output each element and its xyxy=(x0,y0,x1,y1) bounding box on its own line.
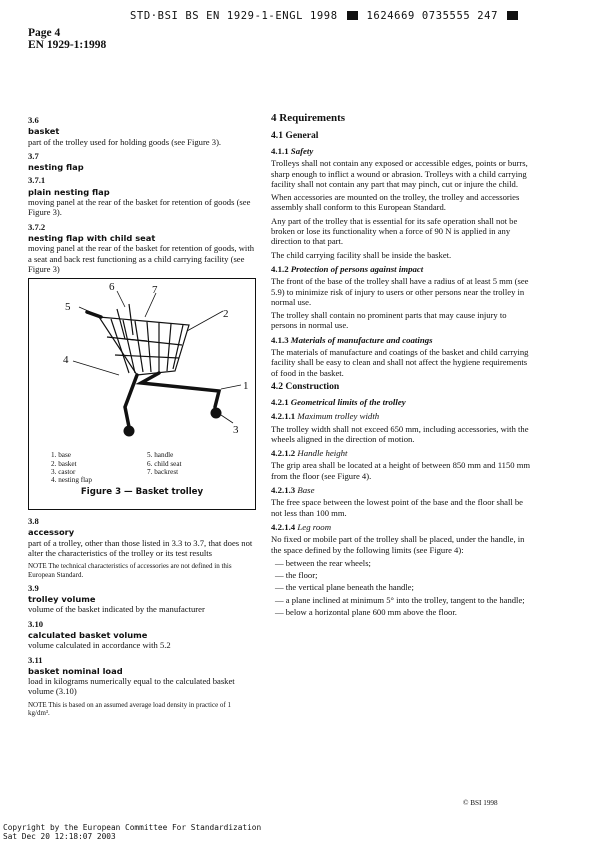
clause-heading xyxy=(271,146,533,156)
clause-number: 4.1.3 xyxy=(271,334,289,345)
paragraph: The free space between the lowest point of the base and the floor shall be not less than 100 mm. xyxy=(271,497,523,518)
barcode-block-mark xyxy=(507,11,518,20)
clause-number: 4.1.2 xyxy=(271,263,289,274)
document-code-header xyxy=(130,10,530,22)
clause-number: 4.2.1.1 xyxy=(271,411,296,422)
footer-timestamp: Sat Dec 20 12:18:07 2003 xyxy=(3,832,116,841)
front-castor xyxy=(211,408,222,419)
legend-item: 2. basket xyxy=(51,459,77,468)
clause-number: 3.7.1 xyxy=(28,175,46,186)
clause-heading xyxy=(271,335,533,345)
clause-title: Safety xyxy=(290,146,314,156)
clause-heading xyxy=(271,522,533,532)
list-item: — between the rear wheels; xyxy=(275,557,371,568)
paragraph: Any part of the trolley that is essential for its safe operation shall not be broken or lose its functionality when a force of 90 N is applied in any direction to that part. xyxy=(271,215,518,247)
callout-label: 4 xyxy=(63,354,69,367)
definition: part of a trolley, other than those listed in 3.3 to 3.7, that does not alter the characteristics of the trolley or its test results xyxy=(28,537,253,559)
left-column xyxy=(28,112,254,721)
clause-title: Materials of manufacture and coatings xyxy=(290,334,433,345)
clause-number: 3.6 xyxy=(28,115,39,125)
paragraph: No fixed or mobile part of the trolley shall be placed, under the handle, in the space defined by the following limits (see Figure 4): xyxy=(271,534,525,555)
base-frame xyxy=(141,373,219,407)
clause-number: 3.11 xyxy=(28,654,43,665)
definition: moving panel at the rear of the basket for retention of goods (see Figure 3). xyxy=(28,197,251,218)
legend-item: 7. backrest xyxy=(147,467,179,476)
clause-heading xyxy=(271,485,533,495)
clause-title: Maximum trolley width xyxy=(297,411,380,422)
figure-legend xyxy=(51,451,241,485)
page-number: Page 4 xyxy=(28,27,61,39)
subsection-heading: 4.2 Construction xyxy=(271,380,340,392)
legend-item: 5. handle xyxy=(147,451,174,460)
paragraph: The grip area shall be located at a height of between 850 mm and 1150 mm from the floor (see Figure 4). xyxy=(271,460,531,481)
document-code-serial: 1624669 0735555 247 xyxy=(366,10,499,22)
clause-number: 3.9 xyxy=(28,582,39,593)
clause-title: Geometrical limits of the trolley xyxy=(290,396,406,407)
clause-number: 4.2.1.3 xyxy=(271,485,296,496)
barcode-block-mark xyxy=(347,11,358,20)
section-heading: 4 Requirements xyxy=(271,112,346,124)
callout-label: 5 xyxy=(65,301,71,314)
rear-leg xyxy=(125,375,137,427)
handle-bar xyxy=(87,312,101,317)
clause-title: Handle height xyxy=(297,448,348,459)
callout-label: 1 xyxy=(243,380,249,393)
figure-3-basket-trolley xyxy=(28,278,256,510)
term: trolley volume xyxy=(28,594,96,605)
page-identifier xyxy=(28,27,106,51)
paragraph: The trolley width shall not exceed 650 mm, including accessories, with the wheels aligned in the direction of motion. xyxy=(271,423,529,444)
clause-number: 4.1.1 xyxy=(271,146,289,156)
term: nesting flap with child seat xyxy=(28,232,156,243)
clause-number: 3.10 xyxy=(28,618,44,629)
term: calculated basket volume xyxy=(28,629,148,640)
clause-title: Protection of persons against impact xyxy=(290,263,424,274)
callout-label: 6 xyxy=(109,281,115,294)
callout-label: 2 xyxy=(223,308,229,321)
clause-number: 3.8 xyxy=(28,516,39,527)
list-item: — below a horizontal plane 600 mm above the floor. xyxy=(275,606,457,617)
copyright-notice: © BSI 1998 xyxy=(463,799,498,807)
clause-heading xyxy=(271,448,533,458)
list-item: — the floor; xyxy=(275,570,318,581)
standard-number: EN 1929-1:1998 xyxy=(28,39,107,51)
term: basket xyxy=(28,126,60,137)
legend-item: 3. castor xyxy=(51,467,76,476)
definition: load in kilograms numerically equal to the calculated basket volume (3.10) xyxy=(28,676,235,697)
clause-number: 4.2.1.4 xyxy=(271,521,296,532)
paragraph: Trolleys shall not contain any exposed or accessible edges, points or burrs, sharp enough to inflict a wound or abrasion. Trolleys with a child carrying facility shall not contain any part that may pinch, cut or injure the child. xyxy=(271,158,528,189)
callout-label: 7 xyxy=(152,284,158,297)
footer-copyright-line: Copyright by the European Committee For Standardization xyxy=(3,823,262,832)
term: plain nesting flap xyxy=(28,186,110,197)
callout-label: 3 xyxy=(233,424,239,437)
clause-number: 3.7 xyxy=(28,150,39,161)
paragraph: When accessories are mounted on the trolley, the trolley and accessories assembly shall conform to this European Standard. xyxy=(271,192,520,213)
clause-heading xyxy=(271,397,533,407)
footer xyxy=(3,823,261,841)
right-column xyxy=(271,112,533,619)
term: accessory xyxy=(28,527,75,538)
paragraph: The child carrying facility shall be inside the basket. xyxy=(271,249,452,260)
clause-number: 3.7.2 xyxy=(28,221,46,232)
clause-number: 4.2.1.2 xyxy=(271,448,296,459)
definition: part of the trolley used for holding goods (see Figure 3). xyxy=(28,136,222,147)
list-item: — the vertical plane beneath the handle; xyxy=(275,582,414,593)
definition: volume of the basket indicated by the manufacturer xyxy=(28,604,205,615)
list-item: — a plane inclined at minimum 5° into the trolley, tangent to the handle; xyxy=(275,594,525,605)
rear-castor xyxy=(124,426,135,437)
document-code: STD·BSI BS EN 1929-1-ENGL 1998 xyxy=(130,10,338,22)
note: NOTE The technical characteristics of accessories are not defined in this European Standard. xyxy=(28,562,232,579)
clause-number: 4.2.1 xyxy=(271,396,289,407)
definition: moving panel at the rear of the basket for retention of goods, with a seat and back rest functioning as a child carrying facility (see Figure 3) xyxy=(28,243,254,274)
term: nesting flap xyxy=(28,162,84,173)
paragraph: The front of the base of the trolley shall have a radius of at least 5 mm (see 5.9) to minimize risk of injury to users or other persons near the trolley in normal use. xyxy=(271,276,529,307)
trolley-outline xyxy=(99,304,189,375)
clause-title: Leg room xyxy=(297,521,332,532)
legend-item: 4. nesting flap xyxy=(51,476,92,485)
clause-title: Base xyxy=(297,485,315,496)
subsection-heading: 4.1 General xyxy=(271,130,319,141)
clause-heading xyxy=(271,264,533,274)
note: NOTE This is based on an assumed average load density in practice of 1 kg/dm³. xyxy=(28,700,232,717)
paragraph: The materials of manufacture and coatings of the basket and child carrying facility shall be easy to clean and shall not affect the hygiene requirements of food in the basket. xyxy=(271,347,529,378)
term: basket nominal load xyxy=(28,665,123,676)
figure-caption: Figure 3 — Basket trolley xyxy=(80,487,204,498)
legend-item: 1. base xyxy=(51,451,71,460)
definition: volume calculated in accordance with 5.2 xyxy=(28,640,171,651)
legend-item: 6. child seat xyxy=(147,459,182,468)
paragraph: The trolley shall contain no prominent parts that may cause injury to persons in normal use. xyxy=(271,310,507,331)
clause-heading xyxy=(271,411,533,421)
